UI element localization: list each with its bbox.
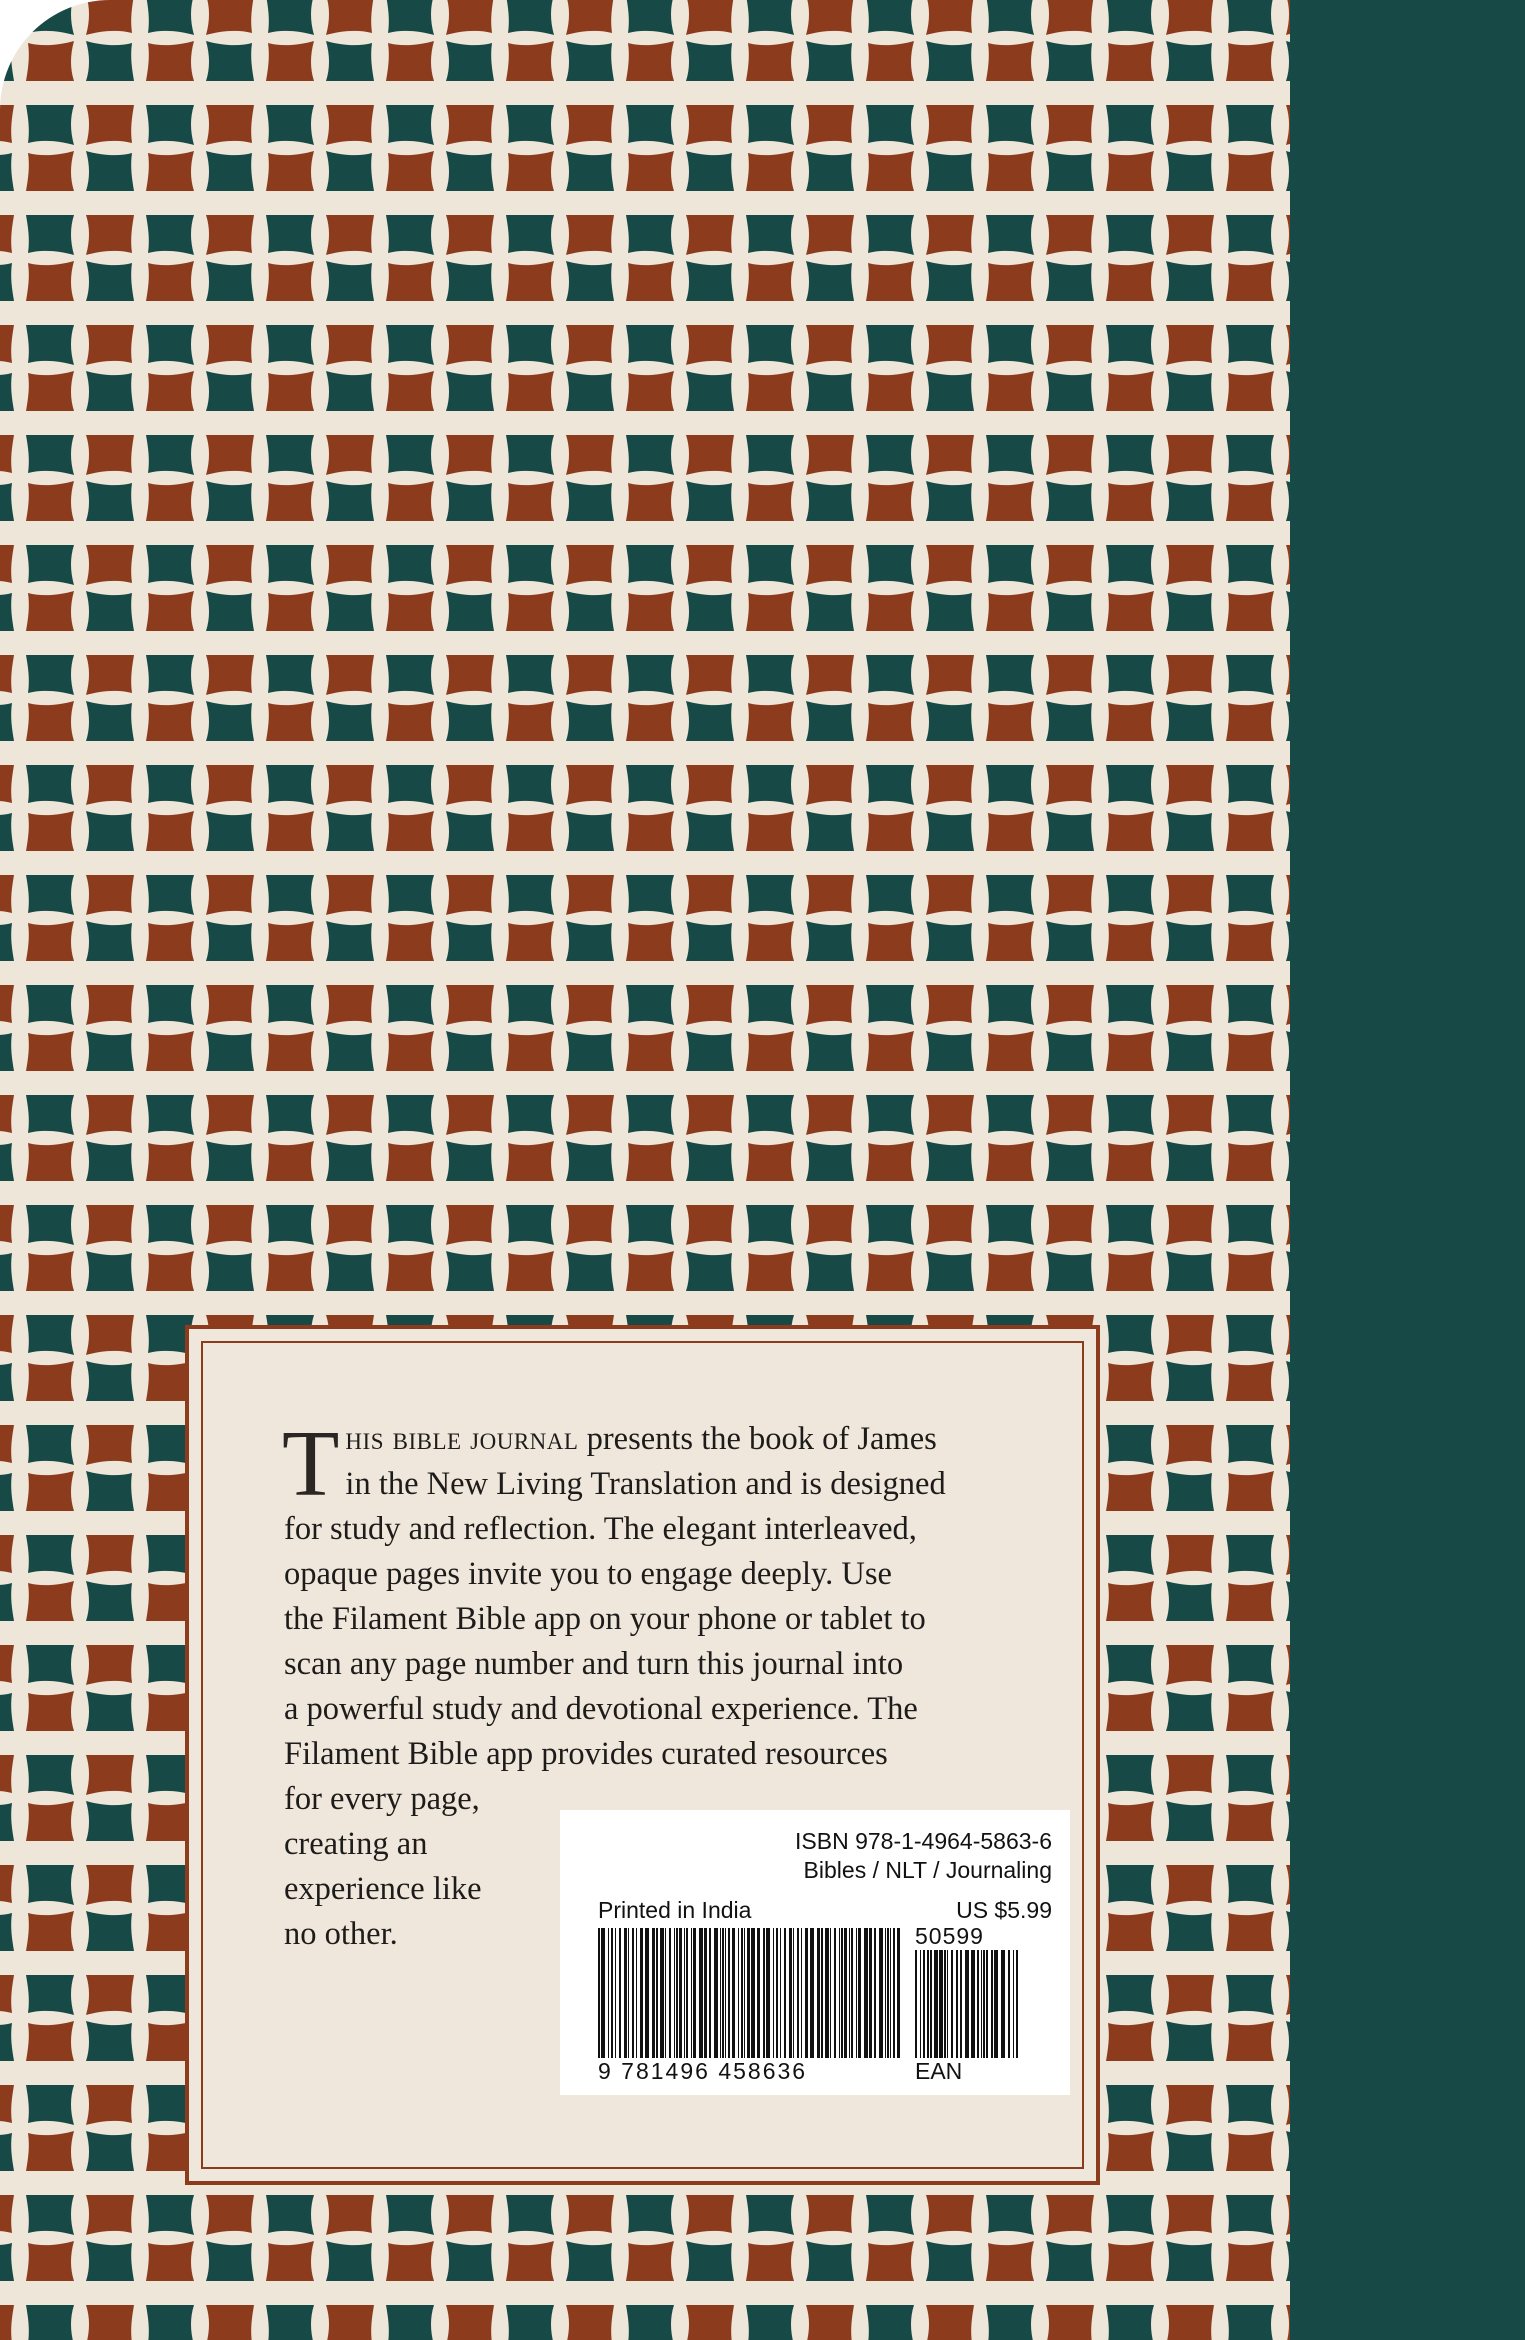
barcode-bar — [619, 1928, 621, 2058]
blurb-line-7: a powerful study and devotional experience. The — [284, 1691, 918, 1727]
blurb-line-2: in the New Living Translation and is designed — [345, 1466, 946, 1502]
price: US $5.99 — [956, 1897, 1052, 1923]
blurb-line-1 — [284, 1417, 1084, 1462]
price-barcode — [915, 1950, 1025, 2058]
barcode-bar — [983, 1950, 985, 2058]
barcode-bar — [747, 1928, 750, 2058]
barcode-bar — [805, 1928, 808, 2058]
barcode-bar — [890, 1928, 891, 2058]
barcode-bar — [830, 1928, 831, 2058]
barcode-bar — [947, 1950, 948, 2058]
drop-cap: T — [282, 1412, 340, 1516]
barcode-bar — [869, 1928, 872, 2058]
blurb-line-1-rest: presents the book of James — [578, 1421, 937, 1457]
barcode-bar — [858, 1928, 861, 2058]
barcode-bar — [751, 1928, 755, 2058]
barcode-bar — [986, 1950, 988, 2058]
barcode-bar — [923, 1950, 925, 2058]
barcode-bar — [676, 1928, 678, 2058]
barcode-bar — [801, 1928, 802, 2058]
barcode-bar — [628, 1928, 629, 2058]
barcode-bar — [722, 1928, 724, 2058]
blurb-line-6: scan any page number and turn this journal into — [284, 1646, 904, 1682]
barcode-bar — [841, 1928, 843, 2058]
barcode-bar — [851, 1928, 853, 2058]
barcode-bar — [994, 1950, 998, 2058]
barcode-bar — [956, 1950, 958, 2058]
blurb-line-10: creating an — [284, 1826, 428, 1862]
blurb-line-4: opaque pages invite you to engage deeply. Use — [284, 1556, 892, 1592]
barcode-bar — [691, 1928, 692, 2058]
barcode-bar — [1013, 1950, 1014, 2058]
barcode-bar — [939, 1950, 943, 2058]
barcode-bar — [615, 1928, 616, 2058]
barcode-bar — [927, 1950, 929, 2058]
barcode-bar — [725, 1928, 726, 2058]
barcode-bar — [810, 1928, 814, 2058]
barcode-bar — [951, 1950, 953, 2058]
barcode-bar — [856, 1928, 857, 2058]
blurb-line-3: for study and reflection. The elegant interleaved, — [284, 1511, 917, 1547]
barcode-bar — [598, 1928, 600, 2058]
blurb-line-11: experience like — [284, 1871, 482, 1907]
blurb-line-9: for every page, — [284, 1781, 480, 1817]
barcode-bar — [624, 1928, 627, 2058]
barcode-bar — [1016, 1950, 1018, 2058]
blurb-line-5: the Filament Bible app on your phone or tablet to — [284, 1601, 926, 1637]
barcode-bar — [839, 1928, 840, 2058]
barcode-bar — [704, 1928, 707, 2058]
barcode-bar — [684, 1928, 685, 2058]
barcode-bar — [632, 1928, 634, 2058]
barcode-bar — [757, 1928, 760, 2058]
price-code: 50599 — [915, 1923, 984, 1949]
barcode-bar — [793, 1928, 794, 2058]
barcode-bar — [920, 1950, 921, 2058]
barcode-bar — [732, 1928, 735, 2058]
barcode-bar — [965, 1950, 969, 2058]
isbn-text: ISBN 978-1-4964-5863-6 — [795, 1828, 1052, 1854]
barcode-bar — [669, 1928, 671, 2058]
barcode-bar — [763, 1928, 765, 2058]
barcode-bar — [608, 1928, 609, 2058]
barcode-bar — [679, 1928, 682, 2058]
barcode-bar — [636, 1928, 637, 2058]
barcode-bar — [879, 1928, 883, 2058]
barcode-bar — [844, 1928, 847, 2058]
barcode-bar — [744, 1928, 745, 2058]
barcode-bar — [944, 1950, 946, 2058]
barcode-bar — [981, 1950, 982, 2058]
barcode-bar — [897, 1928, 900, 2058]
barcode-bar — [977, 1950, 979, 2058]
barcode-bar — [971, 1950, 975, 2058]
blurb-line-12: no other. — [284, 1916, 398, 1952]
barcode-bar — [874, 1928, 876, 2058]
barcode-bar — [885, 1928, 886, 2058]
barcode-bar — [784, 1928, 786, 2058]
barcode-bar — [817, 1928, 820, 2058]
barcode-bar — [714, 1928, 718, 2058]
barcode-bar — [991, 1950, 993, 2058]
barcode-bar — [849, 1928, 850, 2058]
barcode-bar — [665, 1928, 666, 2058]
barcode-bar — [934, 1950, 938, 2058]
barcode-label — [560, 1810, 1070, 2095]
barcode-bar — [652, 1928, 655, 2058]
barcode-bar — [887, 1928, 889, 2058]
barcode-bar — [645, 1928, 649, 2058]
barcode-bar — [930, 1950, 932, 2058]
printed-in: Printed in India — [598, 1897, 752, 1923]
barcode-bar — [821, 1928, 823, 2058]
barcode-bar — [960, 1950, 962, 2058]
barcode-bar — [738, 1928, 739, 2058]
barcode-bar — [834, 1928, 836, 2058]
barcode-bar — [776, 1928, 778, 2058]
barcode-bar — [660, 1928, 664, 2058]
blurb-line-8: Filament Bible app provides curated resources — [284, 1736, 888, 1772]
barcode-bar — [797, 1928, 799, 2058]
barcode-bar — [1001, 1950, 1005, 2058]
barcode-bar — [741, 1928, 743, 2058]
barcode-bar — [893, 1928, 895, 2058]
spine-edge — [1290, 0, 1525, 2340]
barcode-bar — [601, 1928, 605, 2058]
barcode-bar — [773, 1928, 774, 2058]
ean-digits: 9 781496 458636 — [598, 2058, 808, 2084]
barcode-bar — [709, 1928, 711, 2058]
barcode-bar — [915, 1950, 917, 2058]
blurb-smallcaps-lead: his bible journal — [345, 1421, 579, 1457]
barcode-bar — [825, 1928, 829, 2058]
barcode-bar — [766, 1928, 770, 2058]
barcode-bar — [640, 1928, 643, 2058]
barcode-bar — [789, 1928, 792, 2058]
barcode-bar — [780, 1928, 781, 2058]
ean-label: EAN — [915, 2058, 963, 2084]
barcode-bar — [686, 1928, 688, 2058]
barcode-bar — [1008, 1950, 1010, 2058]
barcode-bar — [720, 1928, 721, 2058]
subject-category: Bibles / NLT / Journaling — [803, 1857, 1052, 1883]
barcode-bar — [693, 1928, 696, 2058]
barcode-bar — [656, 1928, 658, 2058]
barcode-bar — [674, 1928, 675, 2058]
barcode-bar — [699, 1928, 703, 2058]
barcode-bar — [611, 1928, 613, 2058]
barcode-bar — [864, 1928, 868, 2058]
barcode-bar — [728, 1928, 730, 2058]
ean-barcode — [598, 1928, 908, 2058]
